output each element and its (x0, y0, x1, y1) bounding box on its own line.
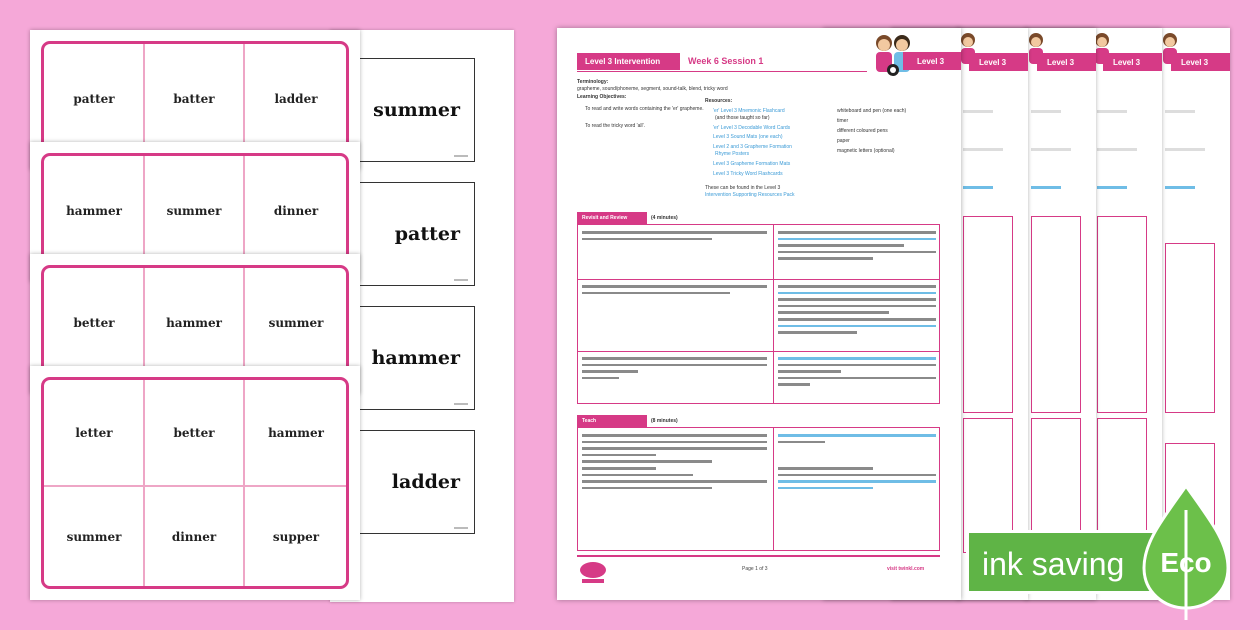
terminology-text: grapheme, sound/phoneme, segment, sound-talk, blend, tricky word (577, 86, 728, 92)
section-time: (8 minutes) (651, 418, 678, 424)
resource-item: paper (837, 138, 850, 144)
word-card: summer (268, 316, 324, 330)
word-card: letter (75, 426, 113, 440)
level-tab: Level 3 (1103, 53, 1162, 71)
resource-item: (and those taught so far) (715, 115, 770, 121)
resource-item: magnetic letters (optional) (837, 148, 895, 154)
section-header-revisit: Revisit and Review (577, 212, 647, 224)
objectives-label: Learning Objectives: (577, 94, 627, 100)
resource-item: Level 2 and 3 Grapheme Formation (713, 144, 792, 150)
big-word-card: patter (358, 182, 475, 286)
big-word-card: hammer (358, 306, 475, 410)
word-card: hammer (166, 316, 222, 330)
big-word-card: summer (358, 58, 475, 162)
intervention-title-tab: Level 3 Intervention (577, 53, 680, 70)
level-tab: Level 3 (903, 52, 961, 70)
teach-table (577, 427, 940, 551)
ink-saving-badge (966, 530, 1168, 594)
objective-item: To read the tricky word 'all'. (585, 123, 645, 129)
level-tab: Level 3 (969, 53, 1028, 71)
word-card: dinner (171, 530, 217, 544)
word-card: dinner (273, 204, 319, 218)
section-time: (4 minutes) (651, 215, 678, 221)
page-number: Page 1 of 3 (742, 566, 768, 572)
big-word-card: ladder (358, 430, 475, 534)
resource-item: different coloured pens (837, 128, 888, 134)
objective-item: To read and write words containing the 'er' grapheme. (585, 106, 704, 112)
resource-item: 'er' Level 3 Mnemonic Flashcard (713, 108, 785, 114)
resource-item: whiteboard and pen (one each) (837, 108, 907, 114)
resource-item: Level 3 Sound Mats (one each) (713, 134, 783, 140)
resource-item: Level 3 Grapheme Formation Mats (713, 161, 791, 167)
word-card: summer (66, 530, 122, 544)
section-header-teach: Teach (577, 415, 647, 427)
footer-url: visit twinkl.com (887, 566, 925, 572)
word-card: summer (166, 204, 222, 218)
word-card: hammer (66, 204, 122, 218)
lesson-plan-front-page (557, 28, 961, 600)
word-card: batter (173, 92, 215, 106)
resource-item: timer (837, 118, 849, 124)
word-card-sheet (30, 366, 360, 600)
resources-note: Intervention Supporting Resources Pack (705, 192, 795, 198)
eco-label: Eco (1160, 547, 1212, 578)
resources-label: Resources: (705, 98, 733, 104)
word-card: ladder (274, 92, 318, 106)
twinkl-phonics-logo (579, 561, 607, 585)
word-card: patter (73, 92, 115, 106)
resources-note: These can be found in the Level 3 (705, 185, 781, 191)
word-card: better (73, 316, 115, 330)
ink-saving-text: ink saving (982, 546, 1125, 582)
session-title: Week 6 Session 1 (688, 56, 764, 66)
word-card: better (173, 426, 215, 440)
terminology-label: Terminology: (577, 79, 609, 85)
revisit-table (577, 224, 940, 404)
level-tab: Level 3 (1171, 53, 1230, 71)
level-tab: Level 3 (1037, 53, 1096, 71)
resource-item: Rhyme Posters (715, 151, 750, 157)
word-card: supper (272, 530, 320, 544)
resource-item: 'er' Level 3 Decodable Word Cards (713, 125, 791, 131)
eco-leaf-icon (1142, 480, 1242, 620)
word-card: hammer (268, 426, 324, 440)
resource-item: Level 3 Tricky Word Flashcards (713, 171, 783, 177)
